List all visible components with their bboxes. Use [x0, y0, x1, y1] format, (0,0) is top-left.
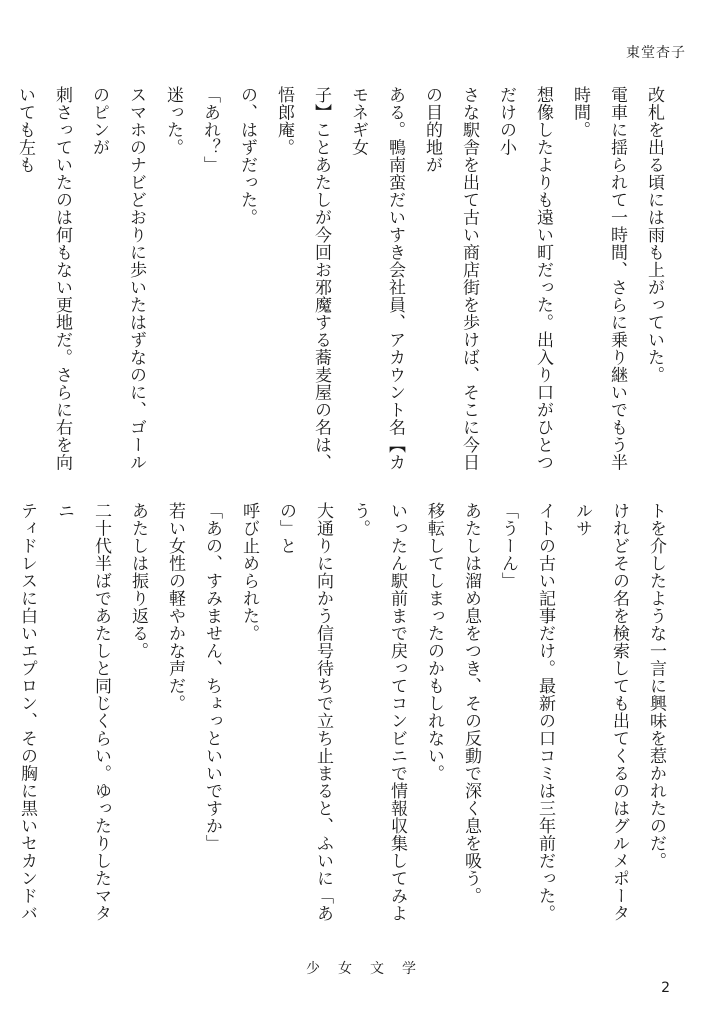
lower-text-column: [17, 502, 674, 930]
text-line: 呼び止められた。: [239, 502, 259, 642]
text-line: ティドレスに白いエプロン、その胸に黒いセカンドバ: [17, 502, 37, 922]
text-line: イトの古い記事だけ。最新の口コミは三年前だった。: [535, 502, 555, 922]
text-line: あたしは溜め息をつき、その反動で深く息を吸う。: [461, 502, 481, 905]
text-line: 移転してしまったのかもしれない。: [424, 502, 444, 782]
upper-text-column: [15, 86, 672, 478]
text-line: けれどその名を検索しても出てくるのはグルメポータルサ: [572, 502, 629, 922]
author-name: 東堂杏子: [626, 45, 686, 61]
text-line: スマホのナビどおりに歩いたはずなのに、ゴールのピンが: [89, 86, 146, 471]
text-line: 刺さっていたのは何もない更地だ。さらに右を向いても左も: [15, 86, 72, 471]
text-line: 「あれ？」: [200, 86, 220, 174]
magazine-title: 少女文学: [306, 961, 434, 977]
text-line: 「うーん」: [498, 502, 518, 590]
text-line: 大通りに向かう信号待ちで立ち止まると、ふいに「あの」と: [276, 502, 333, 922]
text-line: 想像したよりも遠い町だった。出入り口がひとつだけの小: [496, 86, 553, 471]
text-line: 改札を出る頃には雨も上がっていた。: [644, 86, 664, 384]
text-line: あたしは振り返る。: [128, 502, 148, 660]
text-line: さな駅舎を出て古い商店街を歩けば、そこに今日の目的地が: [422, 86, 479, 471]
text-line: [0, 86, 6, 478]
text-line: 二十代半ばであたしと同じくらい。ゆったりしたマタニ: [54, 502, 111, 922]
text-line: 迷った。: [163, 86, 183, 156]
text-line: トを介したような一言に興味を惹かれたのだ。: [646, 502, 666, 870]
text-line: 若い女性の軽やかな声だ。: [165, 502, 185, 712]
text-line: ある。鴨南蛮だいすき会社員、アカウント名【カモネギ女: [348, 86, 405, 471]
text-line: いったん駅前まで戻ってコンビニで情報収集してみよう。: [350, 502, 407, 922]
text-line: 子】ことあたしが今回お邪魔する蕎麦屋の名は、悟郎庵。: [274, 86, 331, 471]
page-number: 2: [661, 980, 670, 996]
text-line: 電車に揺られて一時間、さらに乗り継いでもう半時間。: [570, 86, 627, 471]
text-line: 「あの、すみません、ちょっといいですか」: [202, 502, 222, 852]
text-line: の、はずだった。: [237, 86, 257, 226]
